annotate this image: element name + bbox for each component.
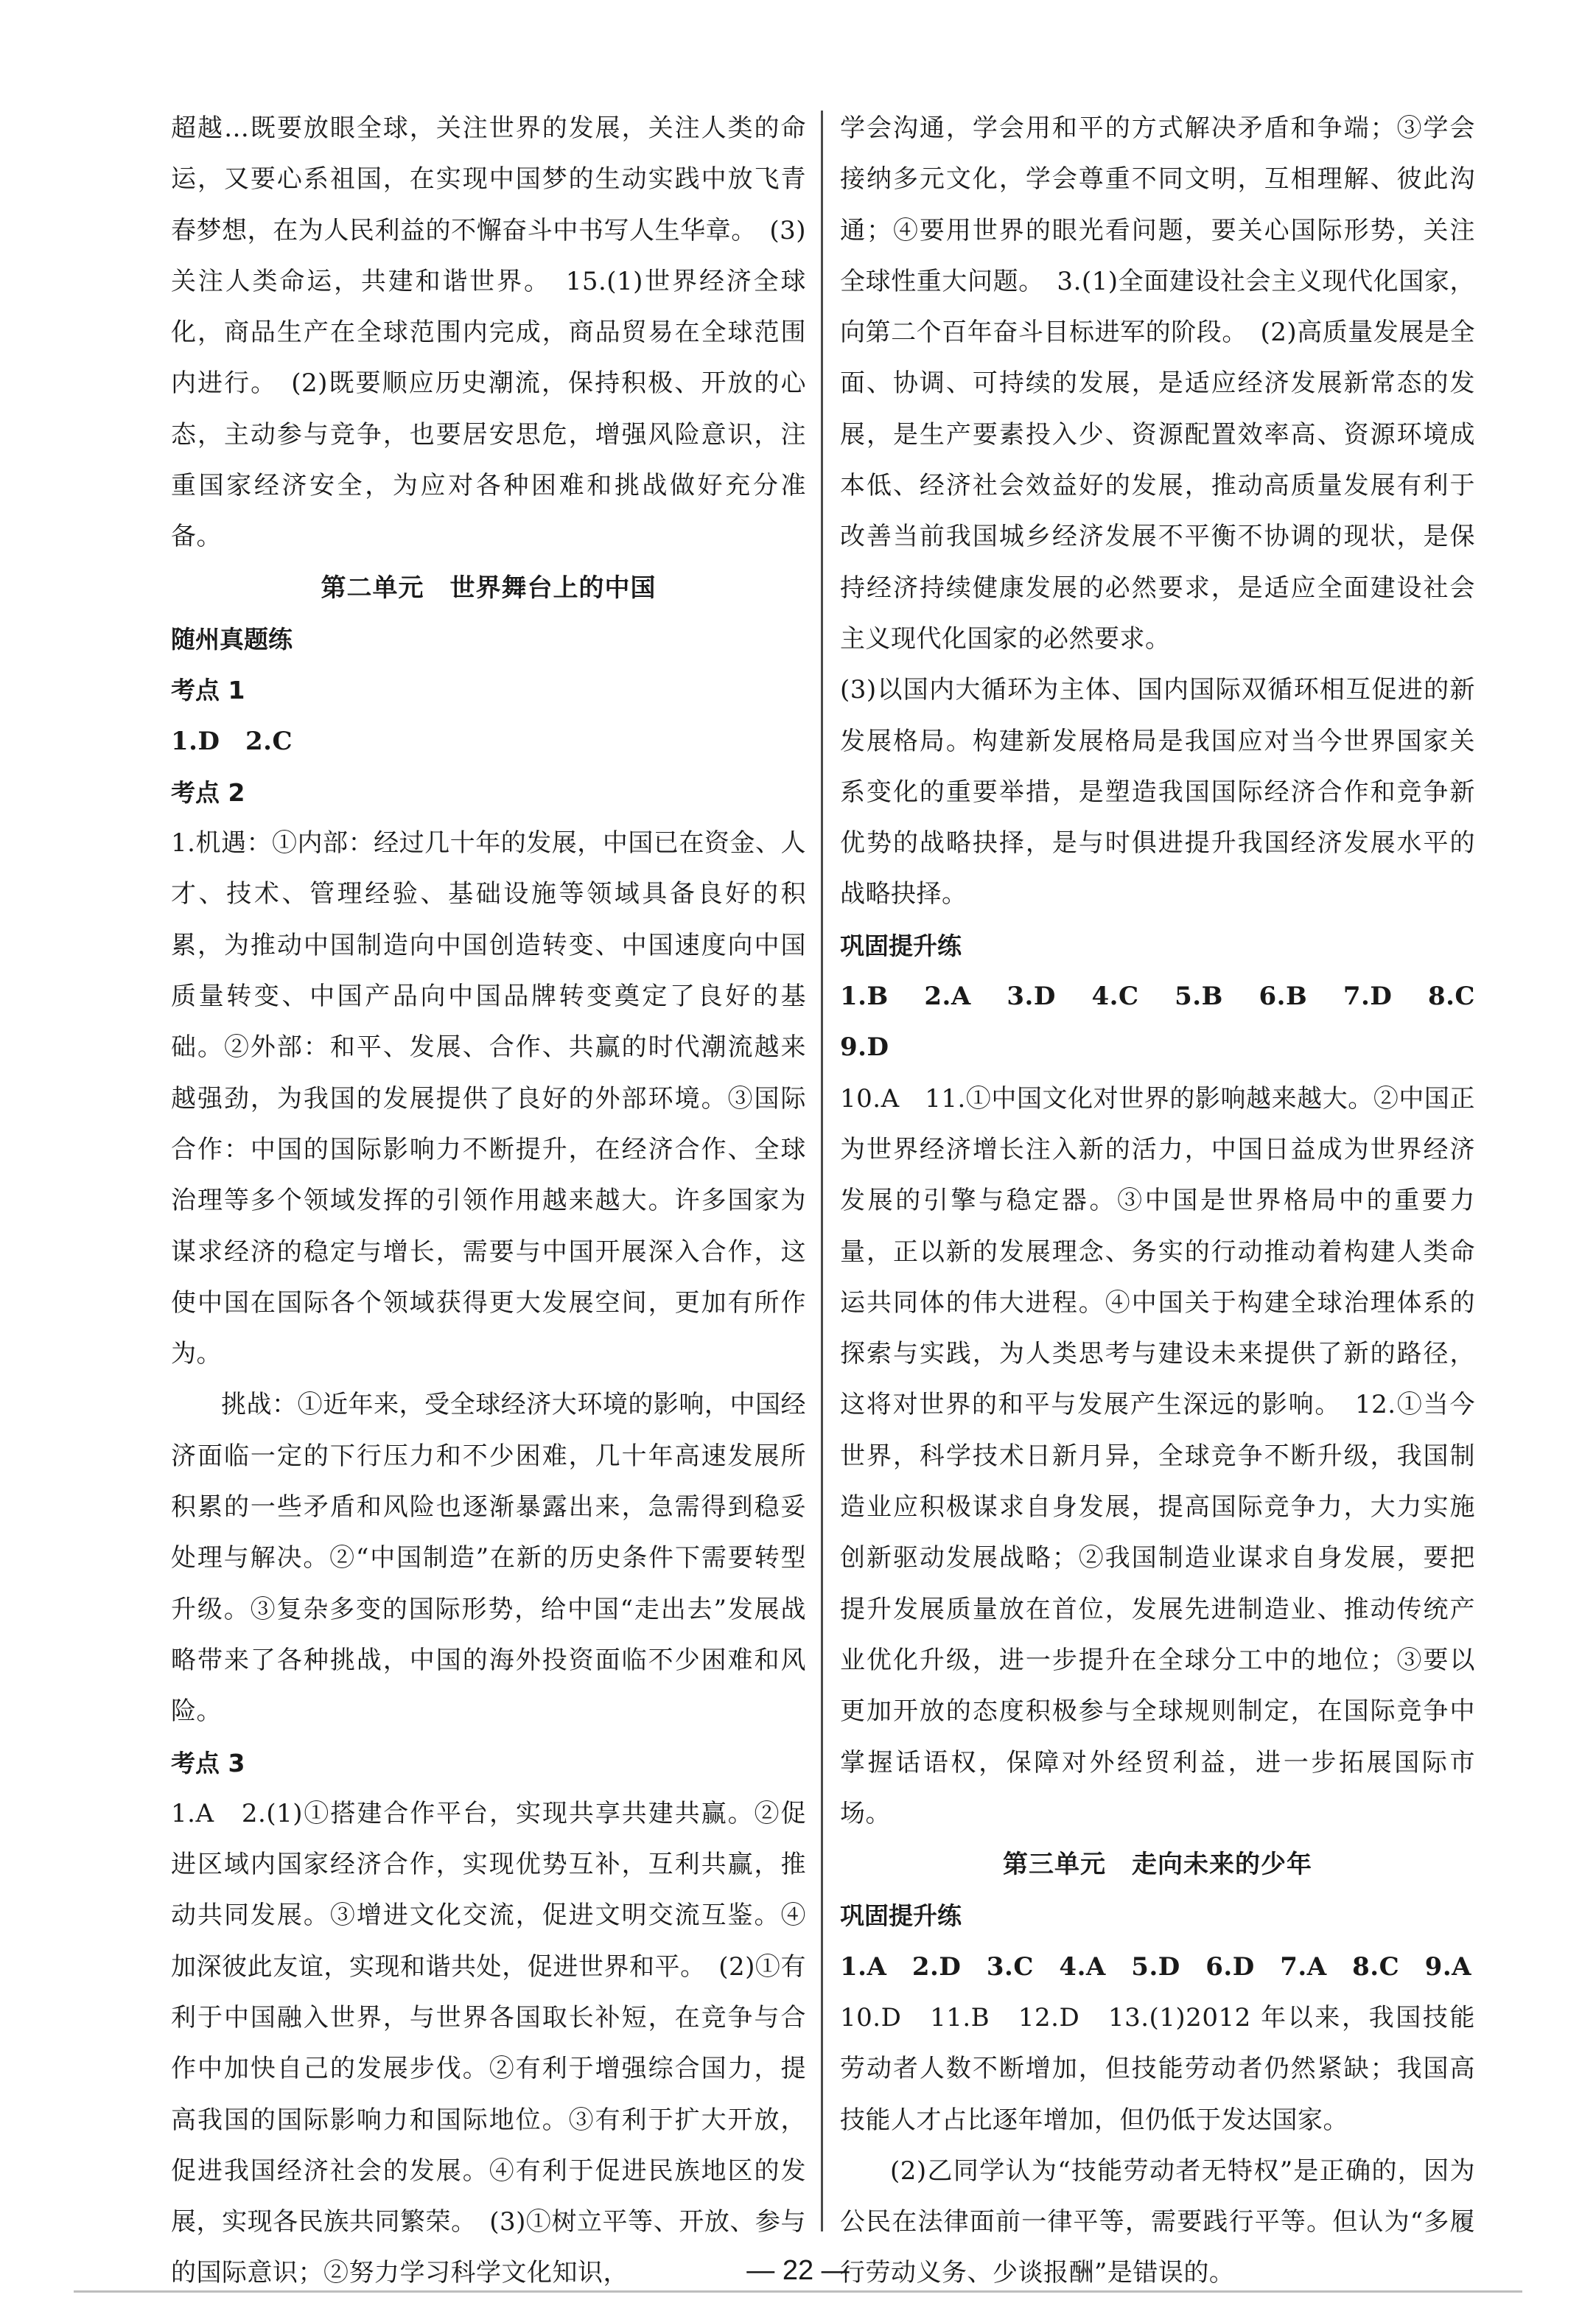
kaodian-2-heading: 考点 2 bbox=[171, 777, 245, 807]
answer-line: 1.B 2.A 3.D 4.C 5.B 6.B 7.D 8.C 9.D bbox=[840, 982, 1501, 1063]
paragraph: 超越…既要放眼全球，关注世界的发展，关注人类的命运，又要心系祖国，在实现中国梦的生动实践中放飞青春梦想，在为人民利益的不懈奋斗中书写人生华章。 (3)关注人类命运，共建和谐世界。 15.(1)世界经济全球化，商品生产在全球范围内完成，商品贸易在全球范围内进行。 (2)既要顺应历史潮流，保持积极、开放的心态，主动参与竞争，也要居安思危，增强风险意识，注重国家经济安全，为应对各种困难和挑战做好充分准备。 bbox=[171, 113, 806, 552]
kaodian-1-heading: 考点 1 bbox=[171, 676, 245, 705]
answer-line: 1.A 2.D 3.C 4.A 5.D 6.D 7.A 8.C 9.A bbox=[840, 1951, 1472, 1982]
paragraph: (3)以国内大循环为主体、国内国际双循环相互促进的新发展格局。构建新发展格局是我国应对当今世界国家关系变化的重要举措，是塑造我国国际经济合作和竞争新优势的战略抉择，是与时俱进提升我国经济发展水平的战略抉择。 bbox=[840, 675, 1475, 909]
section-heading: 巩固提升练 bbox=[840, 931, 962, 960]
column-divider bbox=[821, 111, 823, 2231]
paragraph: 1.机遇：①内部：经过几十年的发展，中国已在资金、人才、技术、管理经验、基础设施等领域具备良好的积累，为推动中国制造向中国创造转变、中国速度向中国质量转变、中国产品向中国品牌转变奠定了良好的基础。②外部：和平、发展、合作、共赢的时代潮流越来越强劲，为我国的发展提供了良好的外部环境。③国际合作：中国的国际影响力不断提升，在经济合作、全球治理等多个领域发挥的引领作用越来越大。许多国家为谋求经济的稳定与增长，需要与中国开展深入合作，这使中国在国际各个领域获得更大发展空间，更加有所作为。 bbox=[171, 828, 806, 1369]
unit-3-title: 第三单元 走向未来的少年 bbox=[1003, 1850, 1312, 1880]
paragraph: 10.A 11.①中国文化对世界的影响越来越大。②中国正为世界经济增长注入新的活力，中国日益成为世界经济发展的引擎与稳定器。③中国是世界格局中的重要力量，正以新的发展理念、务实的行动推动着构建人类命运共同体的伟大进程。④中国关于构建全球治理体系的探索与实践，为人类思考与建设未来提供了新的路径，这将对世界的和平与发展产生深远的影响。 12.①当今世界，科学技术日新月异，全球竞争不断升级，我国制造业应积极谋求自身发展，提高国际竞争力，大力实施创新驱动发展战略；②我国制造业谋求自身发展，要把提升发展质量放在首位，发展先进制造业、推动传统产业优化升级，进一步提升在全球分工中的地位；③要以更加开放的态度积极参与全球规则制定，在国际竞争中掌握话语权，保障对外经贸利益，进一步拓展国际市场。 bbox=[840, 1083, 1475, 1828]
paragraph: (2)乙同学认为“技能劳动者无特权”是正确的，因为公民在法律面前一律平等，需要践行平等。但认为“多履行劳动义务、少谈报酬”是错误的。 bbox=[840, 2156, 1475, 2288]
paragraph: 1.A 2.(1)①搭建合作平台，实现共享共建共赢。②促进区域内国家经济合作，实现优势互补，互利共赢，推动共同发展。③增进文化交流，促进文明交流互鉴。④加深彼此友谊，实现和谐共处，促进世界和平。 (2)①有利于中国融入世界，与世界各国取长补短，在竞争与合作中加快自己的发展步伐。②有利于增强综合国力，提高我国的国际影响力和国际地位。③有利于扩大开放，促进我国经济社会的发展。④有利于促进民族地区的发展，实现各民族共同繁荣。 (3)①树立平等、开放、参与的国际意识；②努力学习科学文化知识， bbox=[171, 1798, 806, 2288]
unit-2-title: 第二单元 世界舞台上的中国 bbox=[321, 573, 657, 603]
section-heading: 随州真题练 bbox=[171, 624, 293, 654]
right-column bbox=[840, 103, 1501, 2299]
page-number: — 22 — bbox=[746, 2255, 850, 2286]
answer-line: 1.D 2.C bbox=[171, 726, 293, 756]
footer-rule bbox=[74, 2290, 1522, 2293]
left-column bbox=[171, 103, 806, 2299]
paragraph: 10.D 11.B 12.D 13.(1)2012 年以来，我国技能劳动者人数不断增加，但技能劳动者仍然紧缺；我国高技能人才占比逐年增加，但仍低于发达国家。 bbox=[840, 2002, 1475, 2135]
paragraph: 挑战：①近年来，受全球经济大环境的影响，中国经济面临一定的下行压力和不少困难，几十年高速发展所积累的一些矛盾和风险也逐渐暴露出来，急需得到稳妥处理与解决。②“中国制造”在新的历史条件下需要转型升级。③复杂多变的国际形势，给中国“走出去”发展战略带来了各种挑战，中国的海外投资面临不少困难和风险。 bbox=[171, 1390, 806, 1727]
paragraph: 学会沟通，学会用和平的方式解决矛盾和争端；③学会接纳多元文化，学会尊重不同文明，互相理解、彼此沟通；④要用世界的眼光看问题，要关心国际形势，关注全球性重大问题。 3.(1)全面建设社会主义现代化国家，向第二个百年奋斗目标进军的阶段。 (2)高质量发展是全面、协调、可持续的发展，是适应经济发展新常态的发展，是生产要素投入少、资源配置效率高、资源环境成本低、经济社会效益好的发展，推动高质量发展有利于改善当前我国城乡经济发展不平衡不协调的现状，是保持经济持续健康发展的必然要求，是适应全面建设社会主义现代化国家的必然要求。 bbox=[840, 113, 1475, 654]
kaodian-3-heading: 考点 3 bbox=[171, 1748, 245, 1778]
section-heading: 巩固提升练 bbox=[840, 1901, 962, 1931]
